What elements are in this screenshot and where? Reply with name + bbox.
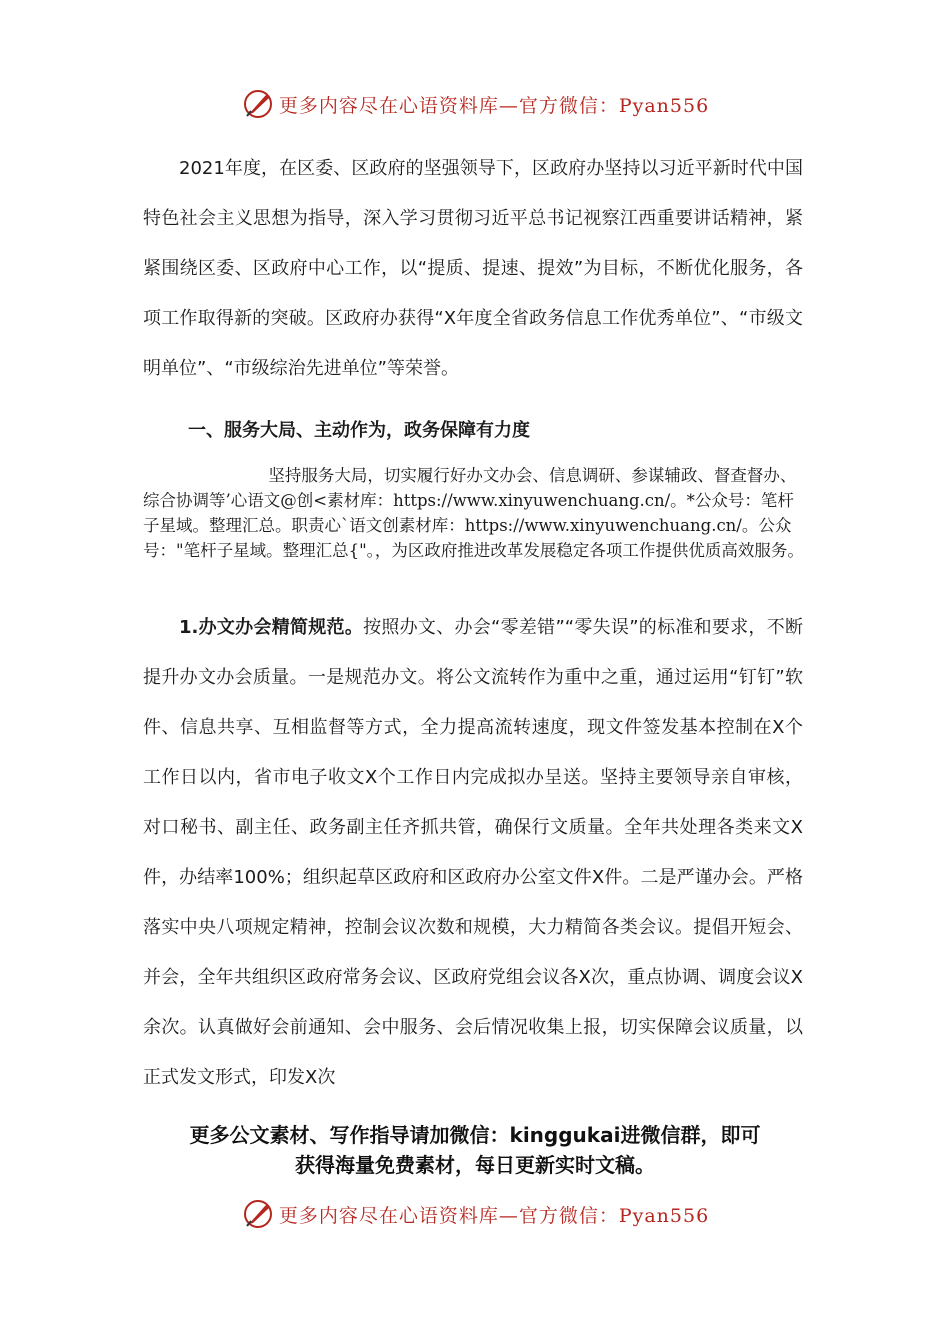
banner-text: 更多内容尽在心语资料库—官方微信：Pyan556 (278, 1204, 710, 1227)
promo-line-1: 更多公文素材、写作指导请加微信：kinggukai进微信群，即可 (189, 1123, 761, 1147)
section-heading-1: 一、服务大局、主动作为，政务保障有力度 (188, 420, 530, 441)
banner-text: 更多内容尽在心语资料库—官方微信：Pyan556 (278, 94, 710, 117)
promo-notice (120, 1120, 830, 1180)
quill-logo-icon (241, 87, 275, 121)
intro-paragraph: 2021年度，在区委、区政府的坚强领导下，区政府办坚持以习近平新时代中国特色社会主义思想为指导，深入学习贯彻习近平总书记视察江西重要讲话精神，紧紧围绕区委、区政府中心工作，以“提质、提速、提效”为目标，不断优化服务，各项工作取得新的突破。区政府办获得“X年度全省政务信息工作优秀单位”、“市级文明单位”、“市级综治先进单位”等荣誉。 (143, 158, 803, 379)
quill-logo-icon (241, 1197, 275, 1231)
footer-watermark-banner (0, 1194, 950, 1234)
section-intro-paragraph: 坚持服务大局，切实履行好办文办会、信息调研、参谋辅政、督查督办、综合协调等’心语文@创<素材库：https://www.xinyuwenchuang.cn/。*公众号：笔杆子星域。整理汇总。职责心`语文创素材库：https://www.xinyuwenchuang.cn/。公众号："笔杆子星域。整理汇总{"。，为区政府推进改革发展稳定各项工作提供优质高效服务。 (143, 466, 804, 560)
subsection-text: 按照办文、办会“零差错”“零失误”的标准和要求，不断提升办文办会质量。一是规范办文。将公文流转作为重中之重，通过运用“钉钉”软件、信息共享、互相监督等方式，全力提高流转速度，现文件签发基本控制在X个工作日以内，省市电子收文X个工作日内完成拟办呈送。坚持主要领导亲自审核，对口秘书、副主任、政务副主任齐抓共管，确保行文质量。全年共处理各类来文X件，办结率100%；组织起草区政府和区政府办公室文件X件。二是严谨办会。严格落实中央八项规定精神，控制会议次数和规模，大力精简各类会议。提倡开短会、并会，全年共组织区政府常务会议、区政府党组会议各X次，重点协调、调度会议X余次。认真做好会前通知、会中服务、会后情况收集上报，切实保障会议质量，以正式发文形式，印发X次 (143, 617, 803, 1088)
subsection-lead-title: 1.办文办会精简规范。 (179, 617, 364, 638)
promo-line-2: 获得海量免费素材，每日更新实时文稿。 (295, 1153, 655, 1177)
header-watermark-banner (0, 84, 950, 124)
subsection-paragraph-1 (143, 603, 803, 1103)
